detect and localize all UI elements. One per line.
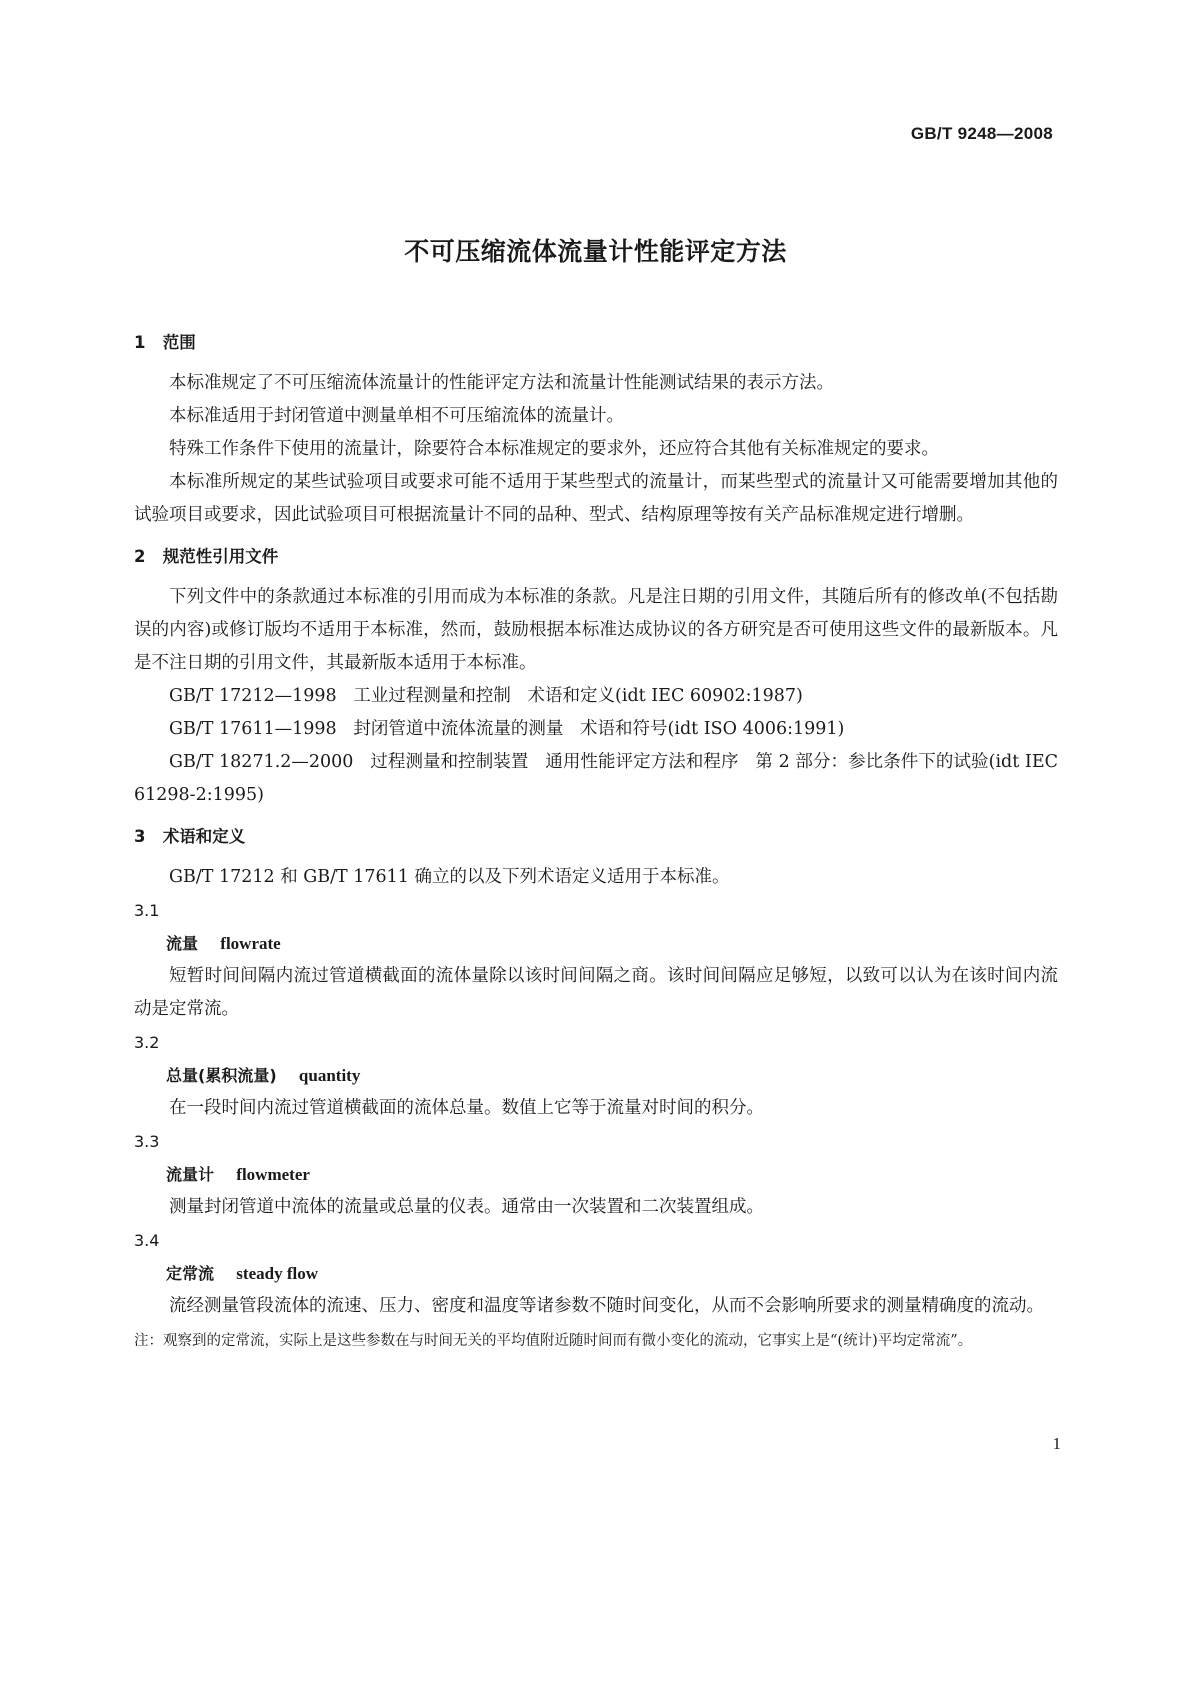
term-en: steady flow: [236, 1264, 318, 1283]
scope-paragraph: 本标准所规定的某些试验项目或要求可能不适用于某些型式的流量计，而某些型式的流量计又可能需要增加其他的试验项目或要求，因此试验项目可根据流量计不同的品种、型式、结构原理等按有关产品标准规定进行增删。: [134, 472, 1058, 525]
term-cn: 总量(累积流量): [166, 1066, 277, 1085]
reference-item: GB/T 17611—1998 封闭管道中流体流量的测量 术语和符号(idt ISO 4006:1991): [169, 719, 845, 739]
term-definition: 流经测量管段流体的流速、压力、密度和温度等诸参数不随时间变化，从而不会影响所要求的测量精确度的流动。: [169, 1296, 1044, 1316]
term-definition: 在一段时间内流过管道横截面的流体总量。数值上它等于流量对时间的积分。: [169, 1098, 764, 1118]
reference-item: GB/T 17212—1998 工业过程测量和控制 术语和定义(idt IEC 60902:1987): [169, 686, 803, 706]
document-title: 不可压缩流体流量计性能评定方法: [404, 237, 787, 266]
note: 注：观察到的定常流，实际上是这些参数在与时间无关的平均值附近随时间而有微小变化的流动，它事实上是“(统计)平均定常流”。: [134, 1333, 973, 1349]
clause-number: 3.2: [134, 1033, 160, 1052]
term-en: quantity: [298, 1066, 361, 1085]
term-entry: [134, 1158, 1058, 1191]
term-cn: 定常流: [166, 1264, 215, 1283]
section-heading-scope: 1 范围: [134, 333, 196, 352]
term-cn: 流量: [166, 934, 199, 953]
term-definition: 短暂时间间隔内流过管道横截面的流体量除以该时间间隔之商。该时间间隔应足够短，以致可以认为在该时间内流动是定常流。: [134, 966, 1058, 1019]
reference-item: GB/T 18271.2—2000 过程测量和控制装置 通用性能评定方法和程序 第 2 部分：参比条件下的试验(idt IEC 61298-2:1995): [134, 752, 1064, 805]
term-en: flowmeter: [236, 1165, 310, 1184]
scope-paragraph: 本标准规定了不可压缩流体流量计的性能评定方法和流量计性能测试结果的表示方法。: [169, 373, 834, 393]
term-en: flowrate: [220, 934, 281, 953]
term-cn: 流量计: [166, 1165, 215, 1184]
scope-paragraph: 特殊工作条件下使用的流量计，除要符合本标准规定的要求外，还应符合其他有关标准规定的要求。: [169, 439, 939, 459]
terms-intro: GB/T 17212 和 GB/T 17611 确立的以及下列术语定义适用于本标准。: [169, 867, 730, 887]
term-definition: 测量封闭管道中流体的流量或总量的仪表。通常由一次装置和二次装置组成。: [169, 1197, 764, 1217]
clause-number: 3.4: [134, 1231, 160, 1250]
clause-number: 3.1: [134, 901, 160, 920]
term-entry: [134, 1257, 1058, 1290]
term-entry: [134, 1059, 1058, 1092]
section-heading-normative-references: 2 规范性引用文件: [134, 547, 279, 566]
standard-code: GB/T 9248—2008: [910, 124, 1053, 143]
scope-paragraph: 本标准适用于封闭管道中测量单相不可压缩流体的流量计。: [169, 406, 624, 426]
term-entry: [134, 927, 1058, 960]
clause-number: 3.3: [134, 1132, 160, 1151]
section-heading-terms: 3 术语和定义: [134, 827, 246, 846]
document-body: [134, 326, 1064, 1355]
page-number: 1: [1052, 1434, 1061, 1453]
references-intro: 下列文件中的条款通过本标准的引用而成为本标准的条款。凡是注日期的引用文件，其随后所有的修改单(不包括勘误的内容)或修订版均不适用于本标准，然而，鼓励根据本标准达成协议的各方研究是否可使用这些文件的最新版本。凡是不注日期的引用文件，其最新版本适用于本标准。: [134, 587, 1058, 673]
